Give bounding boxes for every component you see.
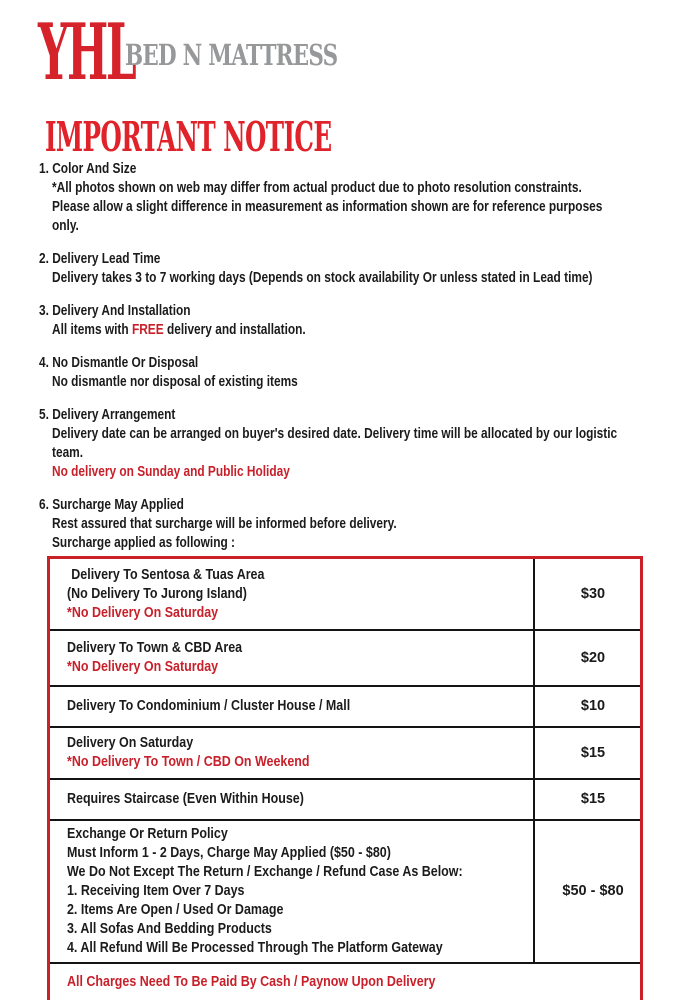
item-number: 3. bbox=[39, 303, 49, 319]
table-row bbox=[50, 779, 640, 820]
row-line: 3. All Sofas And Bedding Products bbox=[67, 921, 272, 937]
table-row bbox=[50, 630, 640, 686]
notice-item-5 bbox=[39, 406, 689, 482]
notice-item-2 bbox=[39, 250, 689, 288]
row-description bbox=[50, 630, 534, 686]
item-number: 2. bbox=[39, 251, 49, 267]
row-line: Must Inform 1 - 2 Days, Charge May Applied ($50 - $80) bbox=[67, 845, 391, 861]
item-line: Please allow a slight difference in measurement as information shown are for reference purposes bbox=[52, 199, 603, 215]
row-line: 2. Items Are Open / Used Or Damage bbox=[67, 902, 284, 918]
row-description bbox=[50, 779, 534, 820]
row-line-warning: *No Delivery To Town / CBD On Weekend bbox=[67, 754, 310, 770]
notice-item-6 bbox=[39, 496, 689, 553]
table-row bbox=[50, 686, 640, 727]
row-line-warning: *No Delivery On Saturday bbox=[67, 604, 219, 621]
item-line: *All photos shown on web may differ from actual product due to photo resolution constraints. bbox=[52, 180, 582, 196]
surcharge-table bbox=[47, 556, 643, 1000]
notice-item-4 bbox=[39, 354, 689, 392]
item-line: team. bbox=[52, 445, 84, 461]
table-row bbox=[50, 820, 640, 963]
item-line bbox=[52, 321, 574, 340]
table-footer-row bbox=[50, 963, 640, 1000]
row-description bbox=[50, 559, 534, 630]
price-cell: $30 bbox=[534, 559, 640, 630]
item-line-warning: No delivery on Sunday and Public Holiday bbox=[52, 464, 290, 480]
line-segment: delivery and installation. bbox=[163, 322, 306, 338]
notice-list bbox=[39, 160, 689, 567]
item-number: 5. bbox=[39, 407, 49, 423]
row-line: Delivery To Sentosa & Tuas Area bbox=[71, 566, 265, 583]
row-description bbox=[50, 727, 534, 779]
item-line: Rest assured that surcharge will be informed before delivery. bbox=[52, 516, 397, 532]
item-number: 4. bbox=[39, 355, 49, 371]
row-line: Requires Staircase (Even Within House) bbox=[67, 791, 304, 807]
item-heading bbox=[39, 250, 572, 269]
row-description bbox=[50, 686, 534, 727]
row-line: Delivery To Town & CBD Area bbox=[67, 640, 243, 656]
row-line: Delivery To Condominium / Cluster House / Mall bbox=[67, 698, 351, 714]
price-cell: $15 bbox=[534, 779, 640, 820]
item-heading bbox=[39, 302, 572, 321]
item-line: Delivery date can be arranged on buyer's desired date. Delivery time will be allocated by our logistic bbox=[52, 426, 618, 442]
row-line: (No Delivery To Jurong Island) bbox=[67, 585, 247, 602]
page-title: IMPORTANT NOTICE bbox=[45, 113, 332, 161]
row-line: Exchange Or Return Policy bbox=[67, 826, 228, 842]
brand-mark: YHL bbox=[38, 7, 135, 98]
payment-note-text: All Charges Need To Be Paid By Cash / Paynow Upon Delivery bbox=[67, 974, 436, 990]
item-title: No Dismantle Or Disposal bbox=[52, 355, 199, 371]
item-heading bbox=[39, 354, 572, 373]
price-cell: $10 bbox=[534, 686, 640, 727]
row-description bbox=[50, 820, 534, 963]
price-cell: $15 bbox=[534, 727, 640, 779]
brand-name: BED N MATTRESS bbox=[125, 38, 338, 72]
row-line: We Do Not Except The Return / Exchange / Refund Case As Below: bbox=[67, 864, 463, 880]
item-number: 6. bbox=[39, 497, 49, 513]
item-title: Color And Size bbox=[52, 161, 137, 177]
item-heading bbox=[39, 406, 572, 425]
table-row bbox=[50, 727, 640, 779]
row-line: 1. Receiving Item Over 7 Days bbox=[67, 883, 245, 899]
free-highlight: FREE bbox=[131, 322, 164, 338]
item-title: Delivery And Installation bbox=[52, 303, 191, 319]
item-number: 1. bbox=[39, 161, 49, 177]
item-title: Surcharge May Applied bbox=[52, 497, 184, 513]
item-line: Surcharge applied as following : bbox=[52, 535, 236, 551]
item-line: No dismantle nor disposal of existing items bbox=[52, 374, 298, 390]
item-heading bbox=[39, 496, 572, 515]
row-line: Delivery On Saturday bbox=[67, 735, 194, 751]
item-line: only. bbox=[52, 218, 79, 234]
table-row bbox=[50, 559, 640, 630]
price-cell: $50 - $80 bbox=[534, 820, 640, 963]
notice-item-1 bbox=[39, 160, 689, 236]
row-line: 4. All Refund Will Be Processed Through The Platform Gateway bbox=[67, 940, 443, 956]
line-segment: All items with bbox=[52, 322, 132, 338]
item-line: Delivery takes 3 to 7 working days (Depends on stock availability Or unless stated in Lead time) bbox=[52, 270, 593, 286]
notice-item-3 bbox=[39, 302, 689, 340]
item-title: Delivery Lead Time bbox=[52, 251, 161, 267]
payment-note bbox=[50, 963, 640, 1000]
price-cell: $20 bbox=[534, 630, 640, 686]
item-title: Delivery Arrangement bbox=[52, 407, 176, 423]
row-line-warning: *No Delivery On Saturday bbox=[67, 659, 219, 675]
item-heading bbox=[39, 160, 572, 179]
